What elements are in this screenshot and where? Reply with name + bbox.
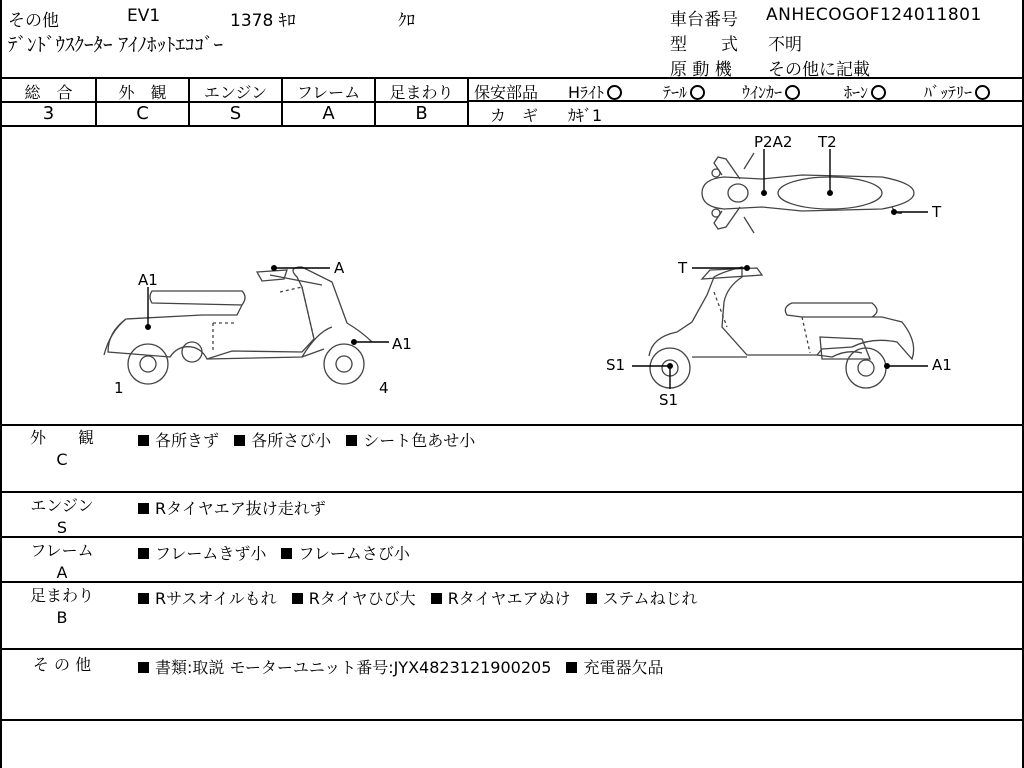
type-label: 型 式: [670, 35, 738, 55]
key-value: ｶｷﾞ1: [568, 106, 603, 125]
notes-engine: [138, 496, 336, 519]
overall-grade: 3: [42, 103, 55, 124]
frame-grade-label: フレーム: [296, 83, 361, 102]
diagram-label: S1: [606, 356, 626, 374]
note-item: Rタイヤエア抜け走れず: [138, 499, 326, 518]
diagram-label: A1: [932, 356, 952, 374]
safety-label: 保安部品: [474, 83, 539, 102]
scooter-right-view: [649, 267, 914, 388]
frame-grade: A: [322, 103, 335, 124]
engine-label: 原 動 機: [670, 60, 732, 80]
diagram-label: A: [334, 259, 345, 277]
safety-taillight: ﾃｰﾙ: [663, 80, 705, 103]
notes-frame-label: フレーム A: [30, 541, 94, 582]
model-name: ﾃﾞﾝﾄﾞｳｽｸｰﾀｰ ｱｲﾉﾎｯﾄｴｺｺﾞｰ: [8, 34, 224, 56]
diagram-label: T: [678, 259, 688, 277]
ok-circle-icon: [690, 85, 705, 100]
ok-circle-icon: [871, 85, 886, 100]
key-label: カ ギ: [490, 106, 539, 125]
diagram-label: 4: [379, 379, 389, 397]
safety-horn: ﾎｰﾝ: [844, 80, 886, 103]
suspension-grade-label: 足まわり: [389, 83, 454, 102]
engine-grade: S: [229, 103, 242, 124]
diagram-label: 1: [114, 379, 124, 397]
frame-no-label: 車台番号: [670, 10, 738, 30]
diagram-label: A1: [392, 335, 412, 353]
note-item: フレームさび小: [281, 544, 409, 563]
diagram-label: P2A2: [754, 133, 793, 151]
exterior-label: 外 観: [118, 83, 167, 102]
scooter-top-view: [702, 153, 914, 233]
ok-circle-icon: [785, 85, 800, 100]
notes-other: [138, 655, 674, 678]
color: ｸﾛ: [398, 11, 415, 31]
note-item: フレームきず小: [138, 544, 266, 563]
note-item: 各所さび小: [234, 431, 331, 450]
note-item: シート色あせ小: [346, 431, 475, 450]
note-item: Rサスオイルもれ: [138, 589, 277, 608]
notes-suspension: [138, 586, 707, 609]
type-value: 不明: [768, 35, 802, 55]
note-item: Rタイヤひび大: [292, 589, 416, 608]
safety-headlight: Hﾗｲﾄ: [568, 80, 622, 103]
divider: [2, 77, 1022, 79]
diagram-label: T: [932, 203, 942, 221]
note-item: ステムねじれ: [586, 589, 698, 608]
engine-value: その他に記載: [768, 60, 870, 80]
overall-label: 総 合: [24, 83, 73, 102]
model-code: EV1: [127, 6, 161, 26]
notes-exterior: [138, 428, 485, 451]
category: その他: [8, 11, 59, 31]
mileage: 1378 ｷﾛ: [230, 11, 296, 31]
ok-circle-icon: [975, 85, 990, 100]
note-item: Rタイヤエアぬけ: [431, 589, 571, 608]
ok-circle-icon: [607, 85, 622, 100]
note-item: 書類:取説 モーターユニット番号:JYX4823121900205: [138, 658, 551, 677]
note-item: 各所きず: [138, 431, 219, 450]
engine-grade-label: エンジン: [203, 83, 268, 102]
exterior-grade: C: [136, 103, 149, 124]
safety-battery: ﾊﾞｯﾃﾘｰ: [924, 80, 990, 103]
notes-other-label: そ の 他: [32, 655, 92, 674]
diagram-label: T2: [818, 133, 837, 151]
suspension-grade: B: [415, 103, 428, 124]
diagram-label: A1: [138, 271, 158, 289]
diagram-label: S1: [659, 391, 679, 409]
notes-suspension-label: 足まわり B: [29, 586, 94, 627]
note-item: 充電器欠品: [566, 658, 663, 677]
safety-winker: ｳｲﾝｶｰ: [742, 80, 800, 103]
frame-no: ANHECOGOF124011801: [766, 5, 982, 25]
notes-frame: [138, 541, 420, 564]
notes-exterior-label: 外 観 C: [29, 428, 94, 469]
notes-engine-label: エンジン S: [30, 496, 94, 537]
scooter-diagram: [2, 127, 1022, 425]
